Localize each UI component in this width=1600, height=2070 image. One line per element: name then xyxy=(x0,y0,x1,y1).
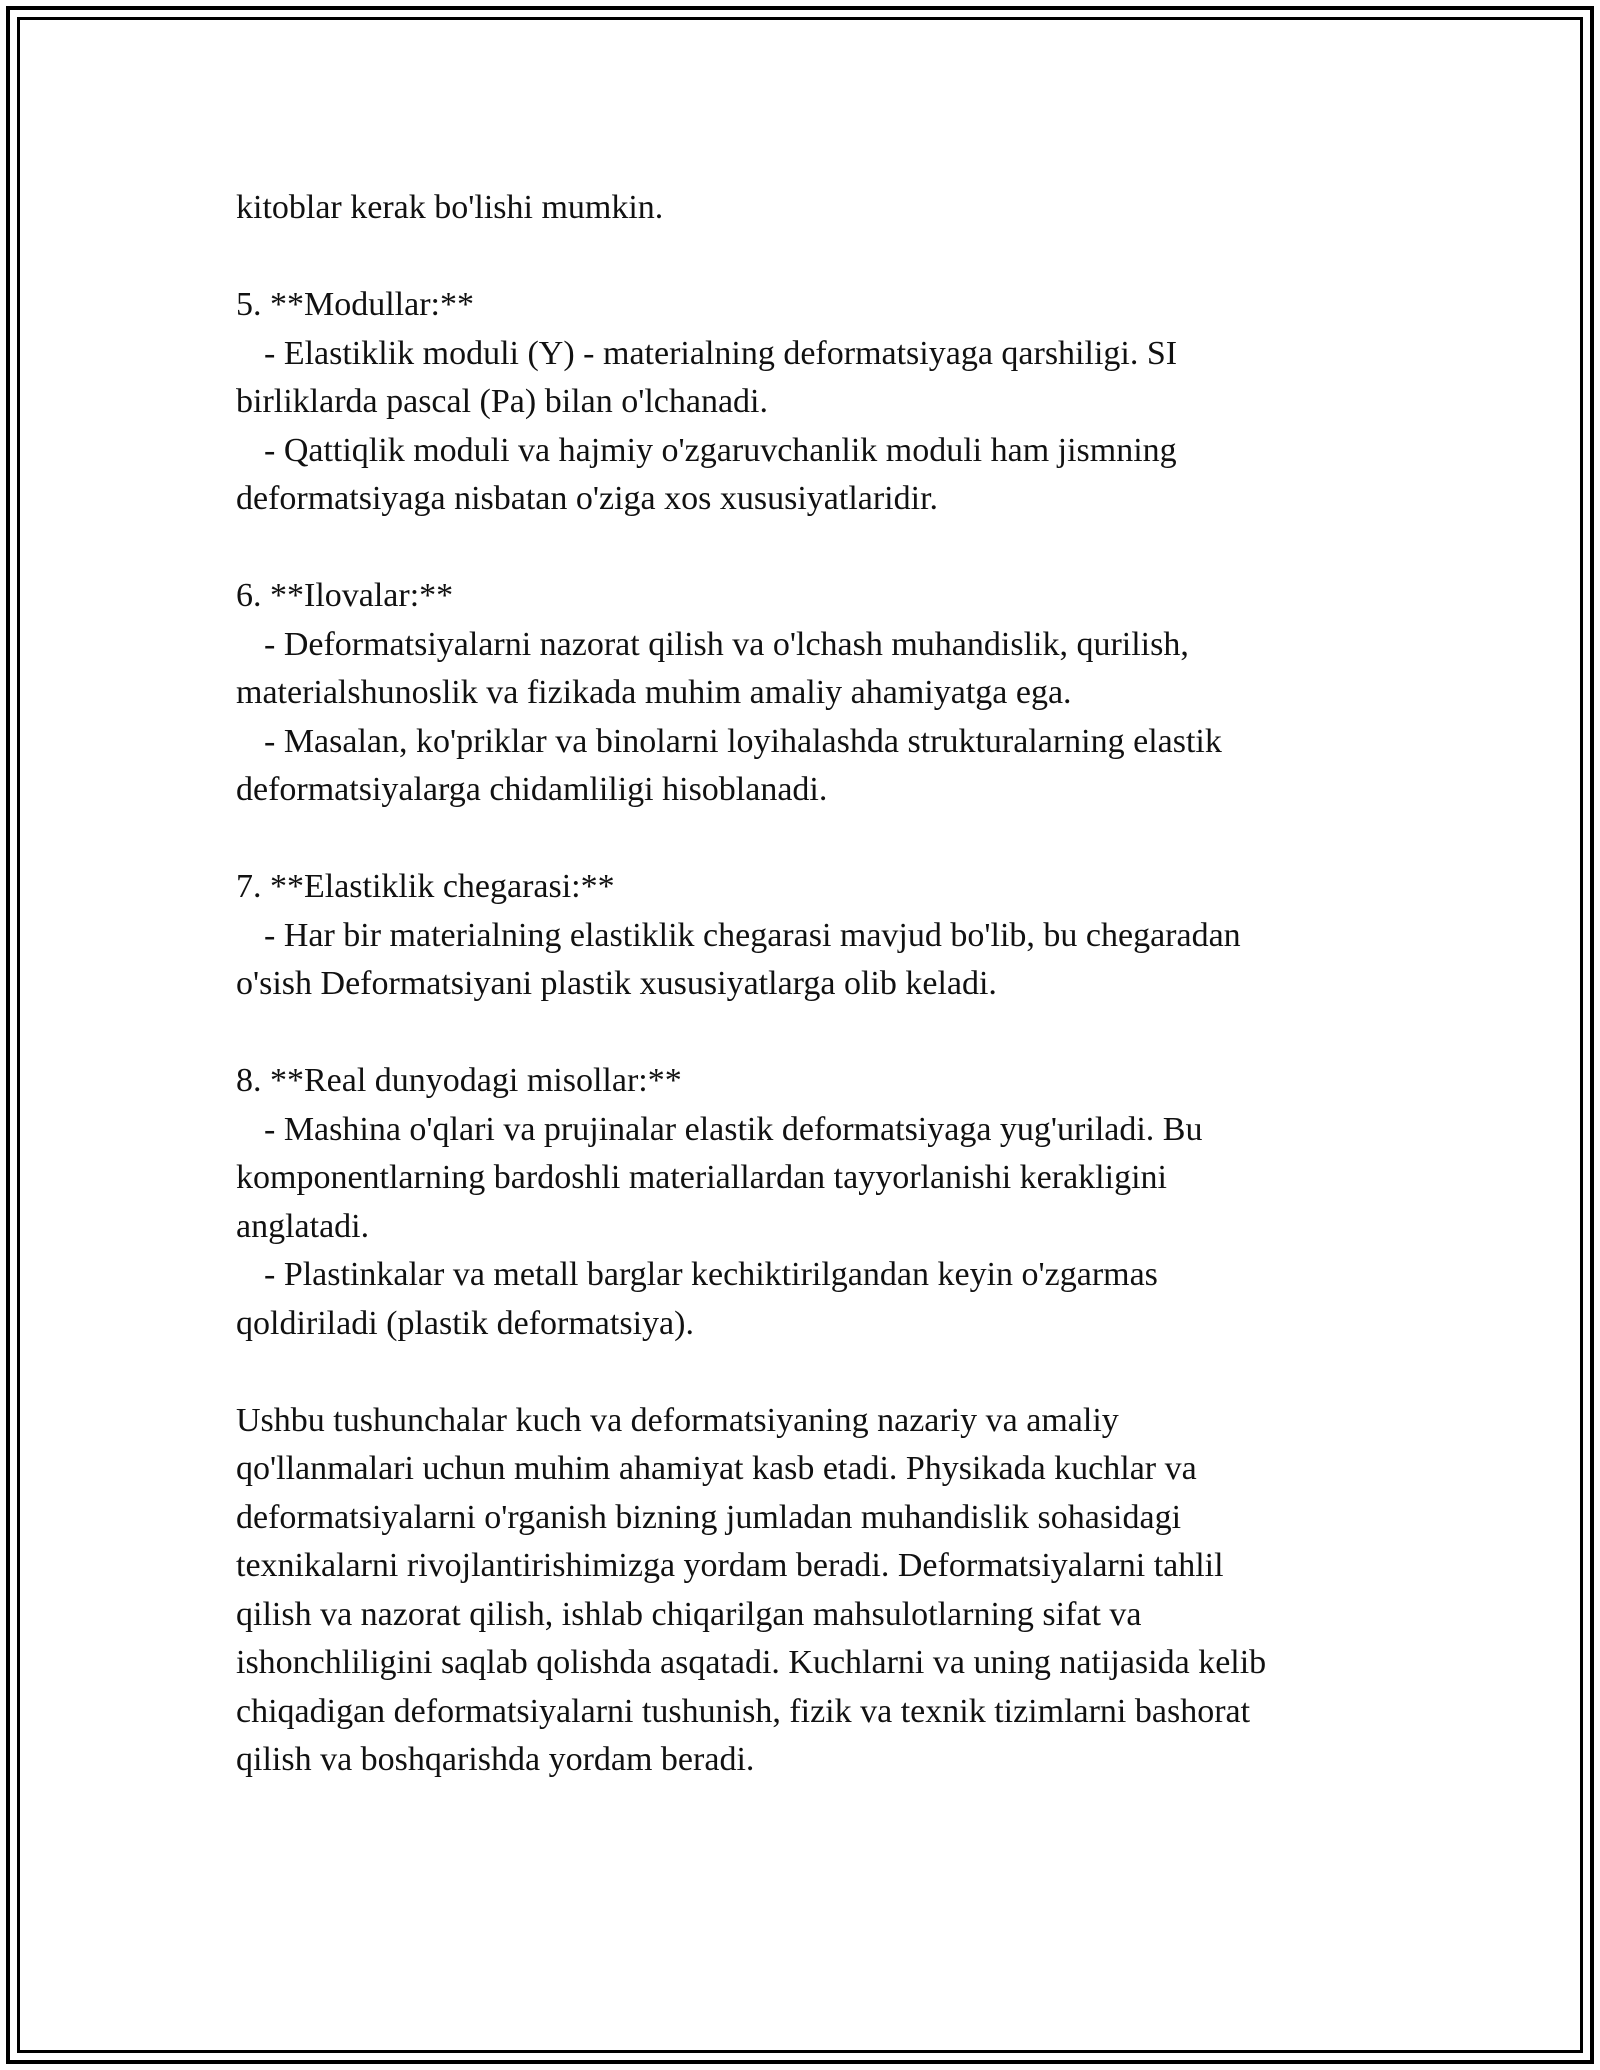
paragraph-gap xyxy=(236,233,1416,282)
section-heading: 6. **Ilovalar:** xyxy=(236,577,454,614)
section-line: deformatsiyaga nisbatan o'ziga xos xususiyatlaridir. xyxy=(236,480,939,517)
paragraph-gap xyxy=(236,1009,1416,1058)
section-line: komponentlarning bardoshli materiallardan tayyorlanishi kerakligini xyxy=(236,1159,1167,1196)
section-heading: 5. **Modullar:** xyxy=(236,286,474,323)
section-line: qoldiriladi (plastik deformatsiya). xyxy=(236,1304,694,1342)
section-modullar xyxy=(236,281,1416,524)
document-body xyxy=(236,184,1416,1785)
section-line: birliklarda pascal (Pa) bilan o'lchanadi. xyxy=(236,383,768,420)
section-line: - Qattiqlik moduli va hajmiy o'zgaruvchanlik moduli ham jismning xyxy=(264,431,1177,469)
section-real-dunyodagi-misollar xyxy=(236,1057,1416,1348)
conclusion-line: qo'llanmalari uchun muhim ahamiyat kasb etadi. Physikada kuchlar va xyxy=(236,1450,1197,1487)
section-line: - Elastiklik moduli (Y) - materialning deformatsiyaga qarshiligi. SI xyxy=(264,334,1178,372)
conclusion-line: qilish va boshqarishda yordam beradi. xyxy=(236,1741,755,1778)
conclusion-line: deformatsiyalarni o'rganish bizning jumladan muhandislik sohasidagi xyxy=(236,1498,1182,1536)
paragraph-gap xyxy=(236,815,1416,864)
section-line: - Plastinkalar va metall barglar kechiktirilgandan keyin o'zgarmas xyxy=(264,1256,1158,1293)
section-line: - Har bir materialning elastiklik chegarasi mavjud bo'lib, bu chegaradan xyxy=(264,916,1241,954)
section-line: - Mashina o'qlari va prujinalar elastik deformatsiyaga yug'uriladi. Bu xyxy=(264,1110,1203,1148)
section-line: - Masalan, ko'priklar va binolarni loyihalashda strukturalarning elastik xyxy=(264,722,1222,760)
section-ilovalar xyxy=(236,572,1416,815)
conclusion-line: ishonchliligini saqlab qolishda asqatadi. Kuchlarni va uning natijasida kelib xyxy=(236,1644,1267,1681)
section-line: deformatsiyalarga chidamliligi hisoblanadi. xyxy=(236,771,828,808)
paragraph-gap xyxy=(236,1348,1416,1397)
conclusion-line: Ushbu tushunchalar kuch va deformatsiyaning nazariy va amaliy xyxy=(236,1401,1119,1439)
section-line: materialshunoslik va fizikada muhim amaliy ahamiyatga ega. xyxy=(236,674,1072,711)
section-heading: 7. **Elastiklik chegarasi:** xyxy=(236,868,615,905)
conclusion-line: texnikalarni rivojlantirishimizga yordam beradi. Deformatsiyalarni tahlil xyxy=(236,1547,1224,1584)
section-elastiklik-chegarasi xyxy=(236,863,1416,1009)
section-line: o'sish Deformatsiyani plastik xususiyatlarga olib keladi. xyxy=(236,965,997,1002)
section-line: - Deformatsiyalarni nazorat qilish va o'lchash muhandislik, qurilish, xyxy=(264,625,1189,663)
paragraph-gap xyxy=(236,524,1416,573)
conclusion-line: qilish va nazorat qilish, ishlab chiqarilgan mahsulotlarning sifat va xyxy=(236,1595,1142,1633)
section-heading: 8. **Real dunyodagi misollar:** xyxy=(236,1062,682,1099)
section-line: anglatadi. xyxy=(236,1207,370,1245)
conclusion-paragraph xyxy=(236,1397,1416,1785)
intro-line: kitoblar kerak bo'lishi mumkin. xyxy=(236,189,664,226)
conclusion-line: chiqadigan deformatsiyalarni tushunish, fizik va texnik tizimlarni bashorat xyxy=(236,1692,1251,1730)
